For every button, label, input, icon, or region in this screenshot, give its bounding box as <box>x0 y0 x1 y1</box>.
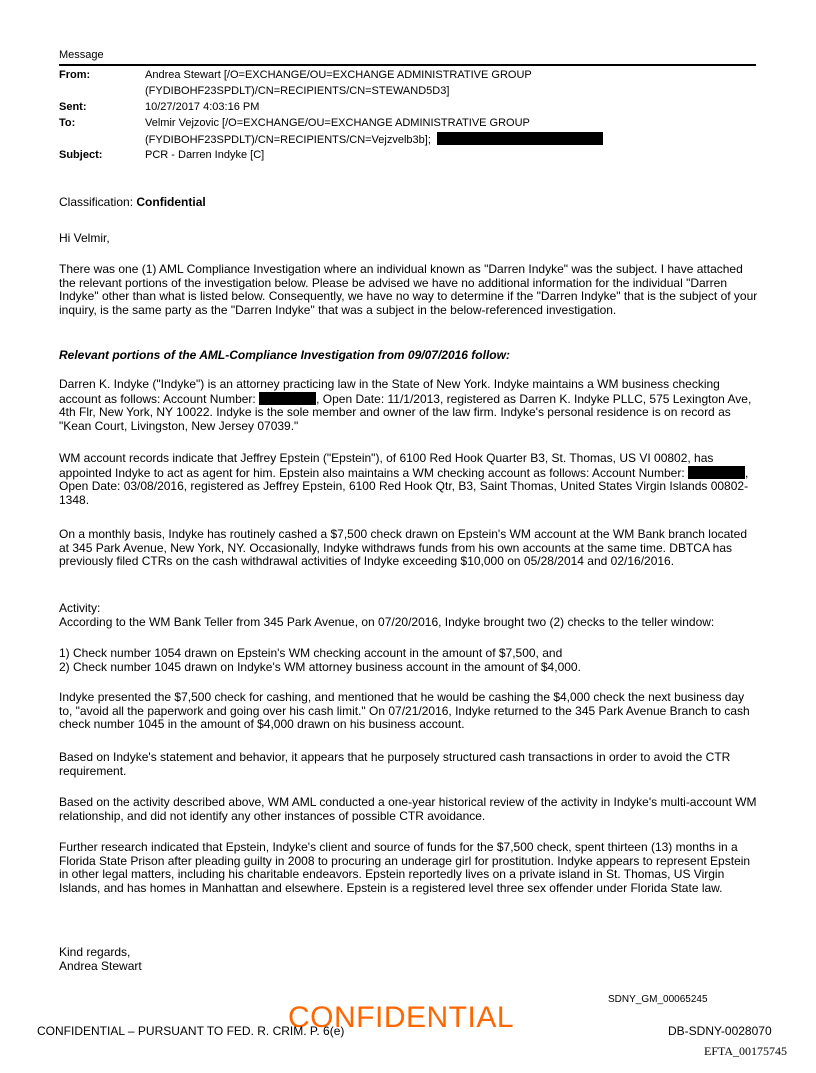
greeting: Hi Velmir, <box>59 231 110 245</box>
to-value-line1: Velmir Vejzovic [/O=EXCHANGE/OU=EXCHANGE ADMINISTRATIVE GROUP <box>145 117 530 129</box>
efta-number: EFTA_00175745 <box>704 1044 788 1058</box>
paragraph-based-on-statement: Based on Indyke's statement and behavior, it appears that he purposely structured cash transactions in order to avoid the CTR requirement. <box>59 750 731 778</box>
paragraph-indyke <box>59 378 759 433</box>
classification-value: Confidential <box>136 195 206 209</box>
bates-number-db: DB-SDNY-0028070 <box>668 1024 772 1038</box>
to-line2-text: (FYDIBOHF23SPDLT)/CN=RECIPIENTS/CN=Vejzvelb3b]; <box>145 134 431 146</box>
signature: Andrea Stewart <box>59 959 142 973</box>
closing: Kind regards, <box>59 945 131 959</box>
subject-value: PCR - Darren Indyke [C] <box>145 149 265 161</box>
sent-label: Sent: <box>59 101 87 113</box>
bates-number-gm: SDNY_GM_00065245 <box>608 994 708 1005</box>
paragraph-epstein-part1: WM account records indicate that Jeffrey Epstein ("Epstein"), of 6100 Red Hook Quarter B3, St. Thomas, US VI 00802, has appointed Indyke to act as agent for him. Epstein also maintains a WM checking account as follows: Account Number: <box>59 451 714 480</box>
from-value-line2: (FYDIBOHF23SPDLT)/CN=RECIPIENTS/CN=STEWAND5D3] <box>145 85 450 97</box>
from-label: From: <box>59 69 91 81</box>
activity-item-1: 1) Check number 1054 drawn on Epstein's WM checking account in the amount of $7,500, and <box>59 646 563 660</box>
activity-item-2: 2) Check number 1045 drawn on Indyke's WM attorney business account in the amount of $4,000. <box>59 660 581 674</box>
paragraph-indyke-part1: Darren K. Indyke ("Indyke") is an attorney practicing law in the State of New York. Indyke maintains a WM business checking account as follows: Account Number: <box>59 377 720 406</box>
paragraph-intro: There was one (1) AML Compliance Investigation where an individual known as "Darren Indyke" was the subject. I have attached the relevant portions of the investigation below. Please be advised we have no additional information for the individual "Darren Indyke" other than what is listed below. Consequently, we have no way to determine if the "Darren Indyke" that is the subject of your inquiry, is the same party as the "Darren Indyke" that was a subject in the below-referenced investigation. <box>59 262 758 317</box>
classification-label: Classification: <box>59 195 137 209</box>
from-value-line1: Andrea Stewart [/O=EXCHANGE/OU=EXCHANGE ADMINISTRATIVE GROUP <box>145 69 532 81</box>
redaction-block <box>437 132 603 145</box>
message-label: Message <box>59 49 104 61</box>
redaction-block <box>688 466 745 479</box>
confidential-stamp: CONFIDENTIAL <box>288 1001 515 1034</box>
subject-label: Subject: <box>59 149 103 161</box>
paragraph-monthly: On a monthly basis, Indyke has routinely cashed a $7,500 check drawn on Epstein's WM account at the WM Bank branch located at 345 Park Avenue, New York, NY. Occasionally, Indyke withdraws funds from his own accounts at the same time. DBTCA has previously filed CTRs on the cash withdrawal activities of Indyke exceeding $10,000 on 05/28/2014 and 02/16/2016. <box>59 527 747 568</box>
to-value-line2 <box>145 132 765 147</box>
paragraph-epstein-part2: , Open Date: 03/08/2016, registered as Jeffrey Epstein, 6100 Red Hook Qtr, B3, Saint Thomas, United States Virgin Islands 00802-1348. <box>59 465 749 507</box>
classification-line <box>59 196 759 210</box>
to-label: To: <box>59 117 76 129</box>
section-heading: Relevant portions of the AML-Compliance Investigation from 09/07/2016 follow: <box>59 348 510 362</box>
activity-intro: According to the WM Bank Teller from 345 Park Avenue, on 07/20/2016, Indyke brought two (2) checks to the teller window: <box>59 615 715 629</box>
paragraph-presented: Indyke presented the $7,500 check for cashing, and mentioned that he would be cashing the $4,000 check the next business day to, "avoid all the paperwork and going over his cash limit." On 07/21/2016, Indyke returned to the 345 Park Avenue Branch to cash check number 1045 in the amount of $4,000 drawn on his business account. <box>59 690 750 731</box>
paragraph-indyke-part2: , Open Date: 11/1/2013, registered as Darren K. Indyke PLLC, 575 Lexington Ave, 4th Flr, New York, NY 10022. Indyke is the sole member and owner of the law firm. Indyke's personal residence is on record as "Kean Court, Livingston, New Jersey 07039." <box>59 391 752 433</box>
confidentiality-notice: CONFIDENTIAL – PURSUANT TO FED. R. CRIM. P. 6(e) <box>37 1024 345 1038</box>
paragraph-historical-review: Based on the activity described above, WM AML conducted a one-year historical review of the activity in Indyke's multi-account WM relationship, and did not identify any other instances of possible CTR avoidance. <box>59 795 757 823</box>
header-divider <box>59 64 756 66</box>
redaction-block <box>259 392 316 405</box>
sent-value: 10/27/2017 4:03:16 PM <box>145 101 260 113</box>
activity-label: Activity: <box>59 601 101 615</box>
paragraph-further-research: Further research indicated that Epstein, Indyke's client and source of funds for the $7,500 check, spent thirteen (13) months in a Florida State Prison after pleading guilty in 2008 to procuring an underage girl for prostitution. Indyke appears to represent Epstein in other legal matters, including his charitable endeavors. Epstein reportedly lives on a private island in St. Thomas, US Virgin Islands, and has homes in Manhattan and elsewhere. Epstein is a registered level three sex offender under Florida State law. <box>59 840 751 895</box>
paragraph-epstein-account <box>59 452 759 507</box>
